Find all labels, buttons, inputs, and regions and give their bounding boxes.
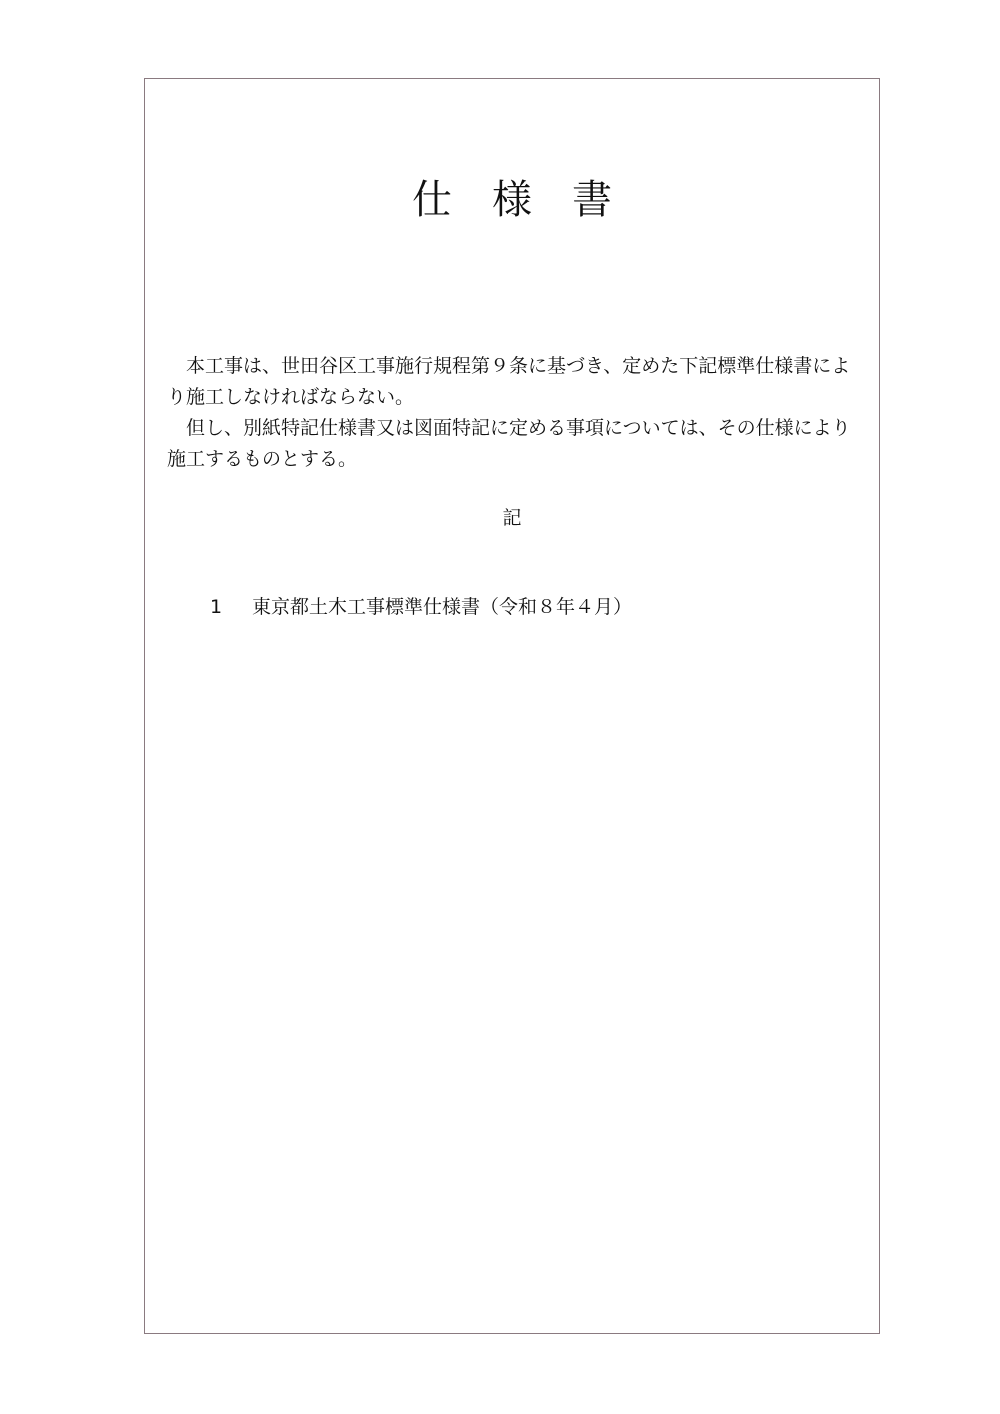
paragraph-proviso: 但し、別紙特記仕様書又は図面特記に定める事項については、その仕様により施工するものとする。	[167, 417, 851, 470]
paragraph-main: 本工事は、世田谷区工事施行規程第９条に基づき、定めた下記標準仕様書により施工しなければならない。	[167, 355, 851, 408]
page-border	[144, 78, 880, 1334]
document-body	[167, 351, 867, 475]
list-item-number: 1	[210, 596, 223, 618]
ki-heading: 記	[502, 507, 522, 529]
document-title: 仕様書	[412, 177, 652, 223]
list-item	[210, 592, 632, 623]
list-item-text: 東京都土木工事標準仕様書（令和８年４月）	[252, 596, 633, 618]
